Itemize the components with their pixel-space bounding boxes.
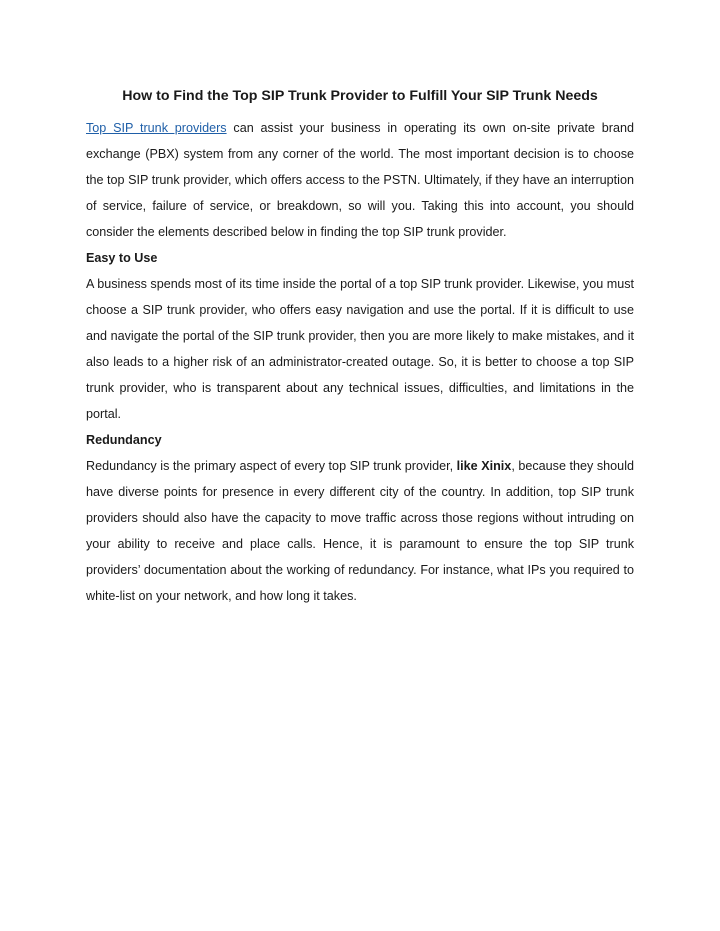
section-body-redundancy	[86, 453, 634, 609]
intro-text: can assist your business in operating its own on-site private brand exchange (PBX) system from any corner of the world. The most important decision is to choose the top SIP trunk provider, which offers access to the PSTN. Ultimately, if they have an interruption of service, failure of service, or breakdown, so will you. Taking this into account, you should consider the elements described below in finding the top SIP trunk provider.	[86, 121, 634, 239]
redundancy-text-start: Redundancy is the primary aspect of every top SIP trunk provider,	[86, 459, 457, 473]
intro-paragraph	[86, 115, 634, 245]
redundancy-bold-text: like Xinix	[456, 459, 512, 473]
document-title: How to Find the Top SIP Trunk Provider to Fulfill Your SIP Trunk Needs	[122, 88, 598, 104]
section-heading-redundancy: Redundancy	[86, 433, 162, 447]
section-heading-easy-to-use: Easy to Use	[86, 251, 158, 265]
section-body-easy-to-use: A business spends most of its time inside the portal of a top SIP trunk provider. Likewise, you must choose a SIP trunk provider, who offers easy navigation and use the portal. If it is difficult to use and navigate the portal of the SIP trunk provider, then you are more likely to make mistakes, and it also leads to a higher risk of an administrator-created outage. So, it is better to choose a top SIP trunk provider, who is transparent about any technical issues, difficulties, and limitations in the portal.	[86, 277, 634, 421]
top-sip-trunk-providers-link[interactable]: Top SIP trunk providers	[86, 121, 227, 135]
redundancy-text-end: , because they should have diverse points for presence in every different city of the country. In addition, top SIP trunk providers should also have the capacity to move traffic across those regions without intruding on your ability to receive and place calls. Hence, it is paramount to ensure the top SIP trunk providers’ documentation about the working of redundancy. For instance, what IPs you required to white-list on your network, and how long it takes.	[86, 459, 634, 603]
